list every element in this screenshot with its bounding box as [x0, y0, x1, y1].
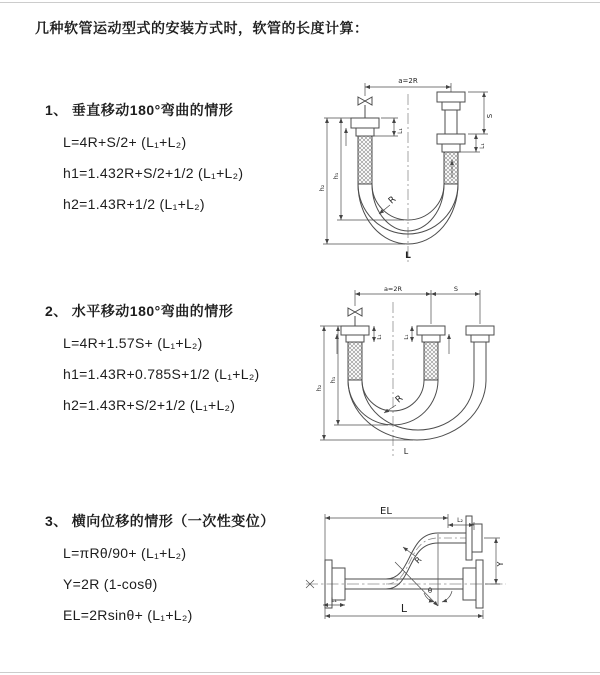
diagram-horizontal-bend	[308, 282, 598, 462]
diagram-vertical-bend	[308, 72, 598, 267]
dim-label-h1: h₁	[329, 376, 337, 384]
dim-label-l1-mid: L₁	[404, 334, 410, 340]
section-heading	[45, 100, 345, 120]
formula-line: Y=2R (1-cosθ)	[63, 576, 158, 592]
dim-label-l1-left: L₁	[377, 334, 383, 340]
section-number: 1、	[45, 102, 68, 118]
dim-label-l1-left: L₁	[397, 128, 404, 134]
right-flange-upper	[437, 92, 465, 110]
pipe-walls	[474, 342, 486, 380]
braided-hose-section	[444, 152, 458, 184]
radius-leader	[384, 405, 396, 413]
dim-label-h2: h₂	[315, 384, 323, 392]
formula-line: L=4R+1.57S+ (L₁+L₂)	[63, 335, 203, 351]
page-bottom-rule	[0, 672, 600, 673]
middle-flange	[417, 326, 445, 342]
radius-leader	[379, 205, 390, 214]
radius-label: R	[386, 194, 399, 207]
valve-icon	[348, 308, 362, 326]
right-flange-moved	[466, 326, 494, 342]
angle-arc-arrow	[442, 591, 452, 602]
dim-label-span: a=2R	[398, 77, 418, 85]
dim-label-l2: L₂	[457, 517, 463, 524]
extension-lines	[374, 118, 398, 136]
angle-label: θ	[427, 587, 433, 595]
diagram-lateral-displacement	[298, 498, 600, 663]
extension-lines	[355, 290, 480, 324]
section-horizontal-bend	[45, 301, 345, 414]
section-number: 3、	[45, 513, 68, 529]
s-curve-hose	[386, 533, 466, 589]
left-flange	[351, 118, 379, 136]
dim-label-l1: L₁	[331, 597, 337, 604]
radius-label: R	[413, 555, 424, 566]
section-title: 横向位移的情形（一次性变位）	[71, 513, 275, 529]
dim-label-l1-right: L₁	[479, 143, 486, 149]
dim-label-h1: h₁	[332, 172, 340, 180]
radius-label: R	[393, 393, 406, 406]
pipe-walls	[445, 110, 457, 134]
extension-lines	[484, 538, 500, 584]
radius-leader	[403, 547, 415, 556]
dim-label-s: S	[453, 285, 459, 293]
section-number: 2、	[45, 303, 68, 319]
section-title: 水平移动180°弯曲的情形	[71, 303, 234, 319]
u-bend-hose	[348, 380, 486, 440]
dim-label-span: a=2R	[383, 285, 403, 293]
formula-line: L=4R+S/2+ (L₁+L₂)	[63, 134, 187, 150]
section-vertical-bend	[45, 100, 345, 213]
left-flange	[341, 326, 369, 342]
page-top-rule	[0, 2, 600, 3]
formula-line: EL=2Rsinθ+ (L₁+L₂)	[63, 607, 193, 623]
dim-label-s: S	[486, 113, 494, 119]
dim-label-el: EL	[380, 506, 392, 517]
braided-hose-section	[348, 342, 362, 380]
formula-line: h1=1.432R+S/2+1/2 (L₁+L₂)	[63, 165, 244, 181]
formula-line: h2=1.43R+S/2+1/2 (L₁+L₂)	[63, 397, 236, 413]
dim-label-y: Y	[496, 561, 505, 567]
section-heading	[45, 301, 345, 321]
dim-label-l: L	[400, 602, 408, 615]
section-title: 垂直移动180°弯曲的情形	[71, 102, 234, 118]
braided-hose-section	[358, 136, 372, 184]
formula-line: L=πRθ/90+ (L₁+L₂)	[63, 545, 187, 561]
dim-label-l: L	[405, 251, 411, 261]
formula-line: h2=1.43R+1/2 (L₁+L₂)	[63, 196, 205, 212]
valve-icon	[358, 97, 372, 118]
dim-label-l: L	[403, 447, 409, 456]
formula-line: h1=1.43R+0.785S+1/2 (L₁+L₂)	[63, 366, 260, 382]
dim-label-h2: h₂	[318, 184, 326, 192]
right-flange-lower	[437, 134, 465, 152]
page-title: 几种软管运动型式的安装方式时，软管的长度计算：	[35, 20, 369, 36]
braided-hose-section	[424, 342, 438, 380]
